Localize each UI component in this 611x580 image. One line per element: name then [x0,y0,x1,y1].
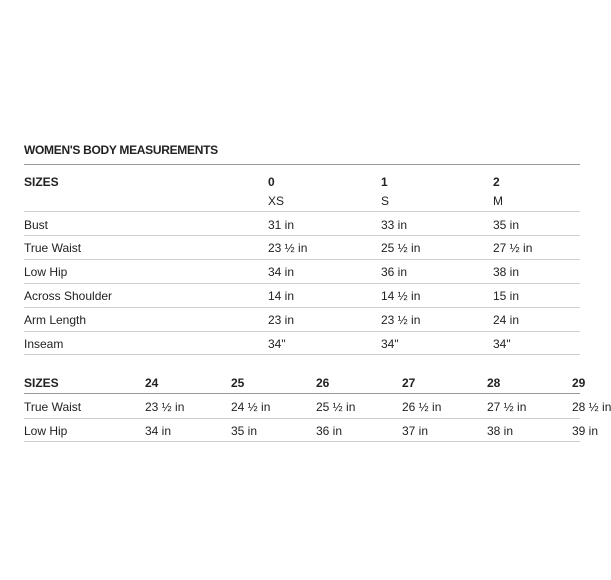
row-divider [24,441,580,442]
size-number-header: 2 [493,175,500,189]
measurement-value: 27 ½ in [487,400,527,414]
row-label: Arm Length [24,313,87,327]
measurement-value: 25 ½ in [316,400,356,414]
measurement-value: 35 in [493,218,520,232]
measurement-value: 25 ½ in [381,241,421,255]
row-label: True Waist [24,400,82,414]
measurement-value: 26 ½ in [402,400,442,414]
sizes-header: SIZES [24,376,59,390]
measurement-value: 35 in [231,424,258,438]
row-label: Across Shoulder [24,289,113,303]
row-label: Low Hip [24,424,68,438]
measurement-value: 23 in [268,313,295,327]
size-number-header: 28 [487,376,501,390]
row-label: Bust [24,218,49,232]
size-number-header: 29 [572,376,586,390]
row-divider [24,283,580,284]
measurement-value: 34 in [268,265,295,279]
measurement-value: 24 in [493,313,520,327]
row-divider [24,259,580,260]
size-number-header: 0 [268,175,275,189]
row-label: Inseam [24,337,64,351]
size-number-header: 25 [231,376,245,390]
measurement-value: 38 in [487,424,514,438]
measurement-value: 33 in [381,218,408,232]
measurement-value: 23 ½ in [381,313,421,327]
measurement-value: 38 in [493,265,520,279]
measurement-value: 23 ½ in [268,241,308,255]
measurement-value: 34" [381,337,399,351]
measurement-value: 31 in [268,218,295,232]
sizes-header: SIZES [24,175,59,189]
measurement-value: 14 in [268,289,295,303]
measurement-value: 24 ½ in [231,400,271,414]
measurement-value: 34" [493,337,511,351]
measurement-value: 34 in [145,424,172,438]
measurement-value: 36 in [316,424,343,438]
measurement-value: 23 ½ in [145,400,185,414]
row-divider [24,418,580,419]
row-divider [24,211,580,212]
row-divider [24,235,580,236]
measurement-value: 37 in [402,424,429,438]
size-letter-header: XS [268,194,285,208]
page-title: WOMEN'S BODY MEASUREMENTS [24,143,218,157]
size-number-header: 27 [402,376,416,390]
size-letter-header: M [493,194,503,208]
row-divider [24,354,580,355]
size-number-header: 24 [145,376,159,390]
row-label: Low Hip [24,265,68,279]
row-label: True Waist [24,241,82,255]
measurement-value: 14 ½ in [381,289,421,303]
measurement-value: 28 ½ in [572,400,611,414]
measurement-value: 27 ½ in [493,241,533,255]
row-divider [24,307,580,308]
table-top-rule [24,164,580,165]
measurement-value: 39 in [572,424,599,438]
row-divider [24,393,580,394]
measurement-value: 36 in [381,265,408,279]
size-letter-header: S [381,194,390,208]
size-number-header: 1 [381,175,388,189]
measurement-value: 34" [268,337,286,351]
measurement-value: 15 in [493,289,520,303]
size-number-header: 26 [316,376,330,390]
row-divider [24,331,580,332]
